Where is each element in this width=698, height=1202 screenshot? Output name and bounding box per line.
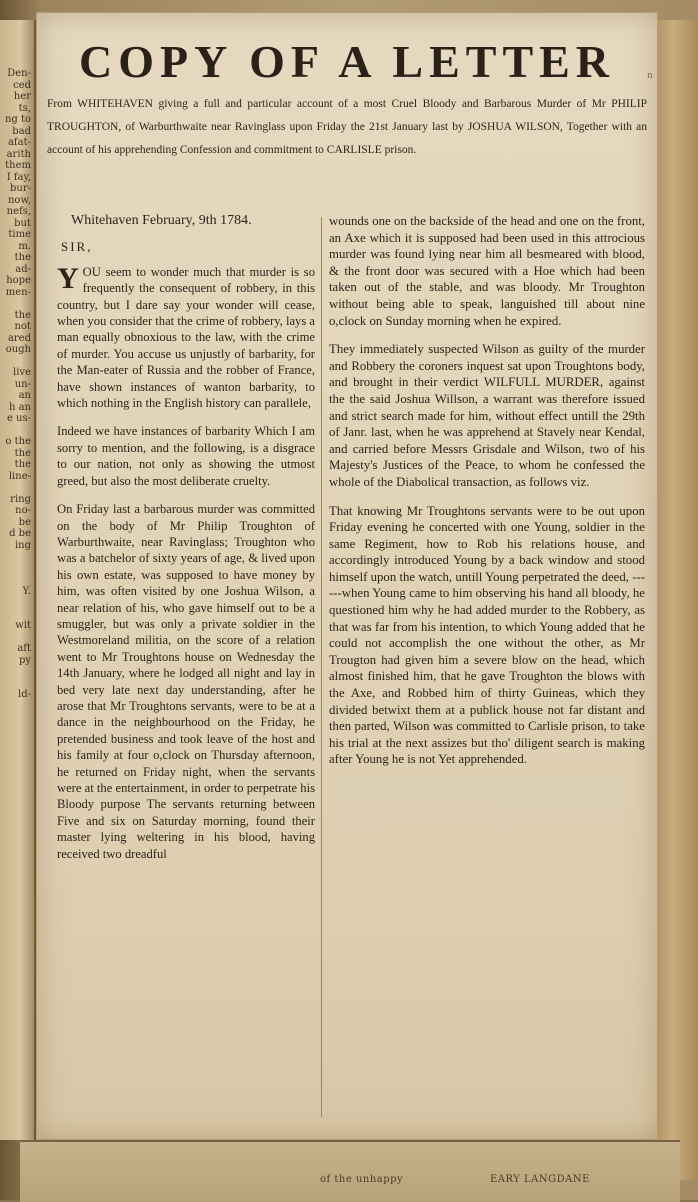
left-column [57, 213, 315, 874]
adjacent-fragment-text: but [14, 217, 31, 229]
adjacent-fragment-text: the [14, 309, 31, 321]
left-paragraph-1-text: OU seem to wonder much that murder is so frequently the consequent of robbery, in this country, but I dare say your wonder will cease, when you consider that the crime of robbery, lays a man equally obnoxious to the law, with the crime of murder. You accuse us unjustly of barbarity, for the Man-eater of Russia and the robber of France, have shown instances of wanton barbarity, to which nothing in the English history can parallele, [57, 264, 315, 411]
adjacent-fragment-text: h an [8, 401, 31, 413]
adjacent-fragment-text: bur- [9, 183, 31, 194]
adjacent-fragment-text [0, 298, 34, 310]
left-paragraph-2: Indeed we have instances of barbarity Which I am sorry to mention, and the following, is a disgrace to our nation, not only as showing the utmost greed, but also the most deliberate cruelty. [57, 424, 315, 488]
document-intro: From WHITEHAVEN giving a full and particular account of a most Cruel Bloody and Barbarous Murder of Mr PHILIP TROUGHTON, of Warburthwaite near Ravinglass upon Friday the 21st January last by JOSHUA WILSON, Together with an account of his apprehending Confession and commitment to CARLISLE prison. [47, 98, 647, 156]
adjacent-fragment-text: Den- [7, 68, 31, 79]
dateline: Whitehaven February, 9th 1784. [71, 213, 252, 228]
right-column [329, 213, 645, 780]
adjacent-fragment-text [0, 482, 34, 494]
adjacent-fragment-text [0, 356, 34, 368]
bottom-fragment-right: EARY LANGDANE [490, 1174, 590, 1185]
adjacent-fragment-text: ring [10, 493, 31, 505]
adjacent-fragment-text: ough [5, 344, 31, 355]
adjacent-fragment-text: un- [14, 378, 31, 390]
page-mark: n [647, 71, 653, 81]
adjacent-fragment-text: py [18, 654, 31, 666]
adjacent-fragment-text [0, 551, 34, 563]
adjacent-fragment-text: be [18, 516, 31, 528]
adjacent-fragment-text: ng to [4, 114, 31, 125]
adjacent-fragment-text: the [14, 447, 31, 459]
adjacent-fragment-text: ld- [18, 689, 31, 700]
adjacent-fragment-text: bad [12, 125, 31, 137]
adjacent-fragment-text: an [18, 390, 31, 401]
adjacent-fragment-text: now, [7, 194, 31, 206]
adjacent-fragment-text [0, 632, 34, 644]
adjacent-fragment-text: the [14, 252, 31, 263]
adjacent-fragment-text: afat- [7, 137, 31, 148]
adjacent-fragment-text: men- [5, 286, 31, 298]
column-divider [321, 217, 322, 1117]
adjacent-fragment-text: d be [9, 528, 31, 539]
adjacent-fragment-text: no- [15, 505, 31, 516]
adjacent-fragment-text: e us- [6, 413, 31, 424]
adjacent-fragment-text: time [8, 229, 31, 240]
adjacent-fragment-text: I fay, [6, 171, 31, 183]
left-paragraph-1 [57, 261, 315, 412]
adjacent-fragment-text [0, 425, 34, 437]
adjacent-fragment-text: the [14, 459, 31, 470]
right-paragraph-1: wounds one on the backside of the head and one on the front, an Axe which it is supposed had been used in this attrocious murder was found lying near him all besmeared with blood, & the front door was secured with a Hoe which had been taken out of the stable, and was bloody. Mr Troughton without being able to speak, languished till about nine o,clock on Sunday morning when he expired. [329, 214, 645, 328]
adjacent-fragment-text: arith [6, 148, 31, 160]
adjacent-fragment-text: wit [15, 620, 31, 631]
adjacent-fragment-text [0, 666, 34, 678]
right-paragraph-2: They immediately suspected Wilson as guilty of the murder and Robbery the coroners inquest sat upon Troughtons body, and brought in their verdict WILFULL MURDER, against the the said Joshua Willson, a warrant was therefore issued and strict search made for him, without effect untill the 29th of Janr. last, when he was apprehend at Stavely near Kendal, and carried before Messrs Grisdale and Wilson, two of his Majesty's Justices of the Peace, to whom he confessed the whole of the Diabolical transaction, as follows viz. [329, 342, 645, 489]
bottom-fragment-left: of the unhappy [320, 1174, 404, 1185]
adjacent-fragment-text [0, 609, 34, 621]
adjacent-fragment-text [0, 597, 34, 609]
right-paragraph-3: That knowing Mr Troughtons servants were to be out upon Friday evening he concerted with one Young, soldier in the same Regiment, how to Rob his relations house, and accordingly introduced Young by a back window and stood himself upon the watch, untill Young perpetrated the deed, ------when Young came to him observing his hand all bloody, he questioned him why he had added murder to the Robbery, as that was far from his intention, to which Young added that he could not accomplish the one without the other, as Mr Trougton had given him a severe blow on the head, which almost finished him, that he gave Troughton the blows with the Axe, and Robbed him of thirty Guineas, which they divided betwixt them at a publick house not far distant and then parted, Wilson was committed to Carlisle prison, to take his trial at the next assizes but tho' diligent search is making after Young he is not Yet apprehended. [329, 503, 645, 767]
adjacent-fragment-text: them [5, 160, 31, 171]
adjacent-fragment-text: ing [14, 539, 31, 551]
adjacent-fragment-text: ced [13, 79, 31, 91]
adjacent-fragment-text: Y. [22, 585, 31, 597]
adjacent-fragment-text: o the [5, 436, 31, 447]
adjacent-fragment-text [0, 678, 34, 690]
adjacent-fragment-text: m. [18, 240, 31, 252]
left-paragraph-3: On Friday last a barbarous murder was committed on the body of Mr Philip Troughton of Warburthwaite, near Ravinglass; Troughton who was a batchelor of sixty years of age, & lived upon his own estate, was supposed to have money by him, was often visited by one Joshua Wilson, a near relation of his, who gave himself out to be a smuggler, but was only a private soldier in the Westmoreland militia, on the score of a relation went to Mr Troughtons house on Wednesday the 14th January, where he lodged all night and lay in bed very late next day understanding, after he arose that Mr Troughtons servants, were to be at a dance in the neighbourhood on the Friday, he pretended business and took leave of the host and his family at four o,clock on Thursday afternoon, he returned on Friday night, when the servants were at the entertainment, in order to perpetrate his Bloody purpose The servants returning between Five and six on Saturday morning, found their master lying weltering in his blood, having received two dreadful [57, 502, 315, 861]
adjacent-page-fragment [0, 20, 36, 1140]
salutation: SIR, [61, 239, 93, 255]
adjacent-fragment-text [0, 574, 34, 586]
adjacent-fragment-text [0, 563, 34, 575]
adjacent-fragment-text: ared [7, 332, 31, 344]
letter-page [36, 12, 658, 1140]
adjacent-fragment-text: live [13, 367, 31, 378]
drop-cap: Y [57, 261, 79, 295]
page-below-fragment [20, 1140, 680, 1202]
adjacent-fragment-text: ts, [18, 102, 31, 114]
adjacent-fragment-text: ad- [15, 263, 31, 275]
adjacent-fragment-text: aft [17, 643, 31, 654]
binding-edge [656, 20, 698, 1180]
adjacent-fragment-text: hope [6, 275, 31, 286]
adjacent-fragment-text: nefs, [6, 206, 31, 217]
adjacent-fragment-text: line- [8, 470, 31, 482]
document-title: COPY OF A LETTER [78, 36, 616, 87]
adjacent-fragment-text: not [14, 321, 31, 332]
adjacent-fragment-text: her [13, 91, 31, 102]
